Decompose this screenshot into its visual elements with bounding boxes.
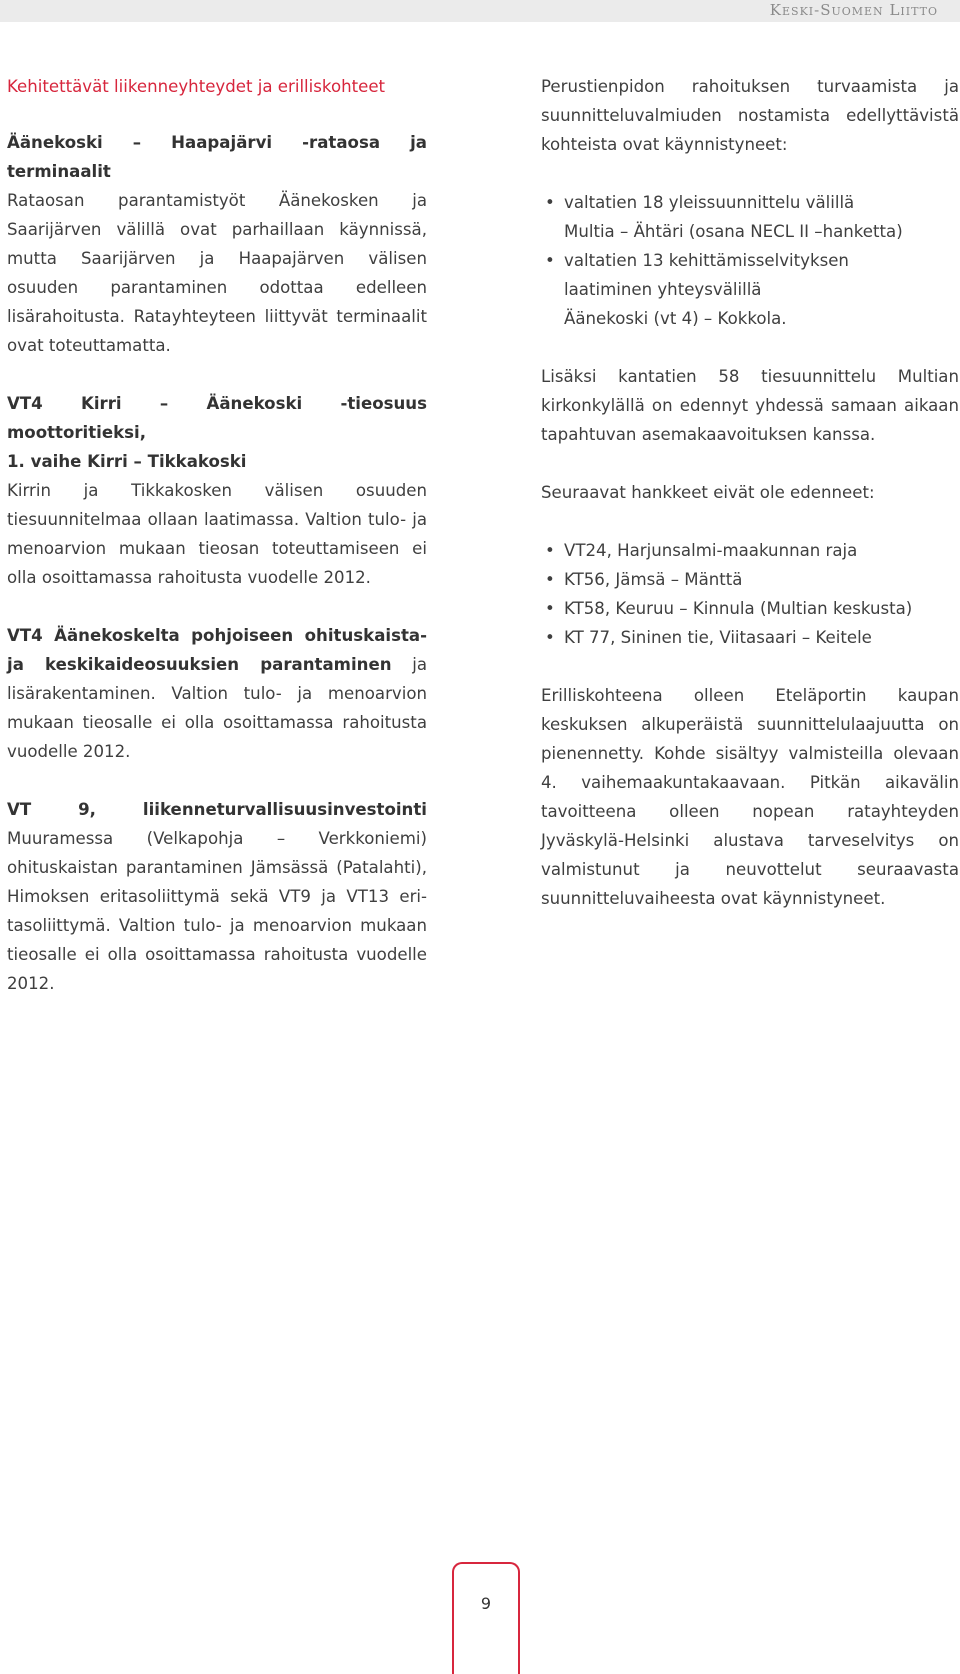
list-item-line: Äänekoski (vt 4) – Kokkola.: [564, 309, 787, 328]
list-item: [541, 536, 959, 565]
list-item-text: KT 77, Sininen tie, Viitasaari – Keitele: [564, 628, 872, 647]
list-item-line: valtatien 18 yleissuunnittelu välillä: [564, 193, 855, 212]
bullet-icon: •: [545, 541, 555, 560]
vt4-heading-2: 1. vaihe Kirri – Tikkakoski: [7, 452, 247, 471]
list-item: [541, 594, 959, 623]
list-item-line: valtatien 13 kehittämisselvityksen: [564, 251, 849, 270]
bullet-icon: •: [545, 251, 555, 270]
vt4-heading-1: VT4 Kirri – Äänekoski -tieosuus moottoritieksi,: [7, 394, 427, 442]
bullet-icon: •: [545, 599, 555, 618]
vt4-text: Kirrin ja Tikkakosken välisen osuuden tiesuunnitelmaa ollaan laatimassa. Valtion tulo- ja menoarvion mukaan tieosan toteuttamiseen ei olla osoittamassa rahoitusta vuodelle 2012.: [7, 481, 427, 587]
bullet-icon: •: [545, 193, 555, 212]
page-number-tab: [452, 1562, 520, 1674]
vt4-overtaking-text: ja lisärakentaminen. Valtion tulo- ja menoarvion mukaan tieosalle ei olla osoittamassa rahoitusta vuodelle 2012.: [7, 655, 427, 761]
list-item-line: Multia – Ähtäri (osana NECL II –hanketta): [564, 222, 903, 241]
started-projects-list: [541, 188, 959, 333]
paragraph-vt4-motorway: [7, 389, 427, 592]
list-item-text: KT56, Jämsä – Mänttä: [564, 570, 743, 589]
vt4-overtaking-heading: VT4 Äänekoskelta pohjoiseen ohituskaista- ja keskikaideosuuksien parantaminen: [7, 626, 427, 674]
list-item: [541, 565, 959, 594]
list-item-line: laatiminen yhteysvälillä: [564, 280, 762, 299]
paragraph-special-projects: Erilliskohteena olleen Eteläportin kaupan keskuksen alkuperäistä suunnittelulaajuutta on pienennetty. Kohde sisältyy valmisteilla olevaan 4. vaihemaakuntakaavaan. Pitkän aikavälin tavoitteena olleen nopean ratayhteyden Jyväskylä-Helsinki alustava tarveselvitys on valmistunut ja neuvottelut seuraavasta suunnitteluvaiheesta ovat käynnistyneet.: [541, 686, 959, 908]
paragraph-kt58: Lisäksi kantatien 58 tiesuunnittelu Multian kirkonkylällä on edennyt yhdessä samaan aikaan tapahtuvan asemakaavoituksen kanssa.: [541, 367, 959, 444]
left-column: [7, 72, 427, 1027]
vt9-text: Muuramessa (Velkapohja – Verkkoniemi) ohituskaistan parantaminen Jämsässä (Patalahti), Himoksen eritasoliittymä sekä VT9 ja VT13 eri-tasoliittymä. Valtion tulo- ja menoarvion mukaan tieosalle ei olla osoittamassa rahoitusta vuodelle 2012.: [7, 829, 427, 993]
page-number: 9: [480, 1594, 492, 1613]
rail-heading: Äänekoski – Haapajärvi -rataosa ja terminaalit: [7, 133, 427, 181]
right-column: [541, 72, 959, 942]
paragraph-vt4-overtaking: [7, 621, 427, 766]
rail-text: Rataosan parantamistyöt Äänekosken ja Saarijärven välillä ovat parhaillaan käynnissä, mutta Saarijärven ja Haapajärven välisen osuuden parantaminen odottaa edelleen lisärahoitusta. Ratayhteyteen liittyvät terminaalit ovat toteuttamatta.: [7, 191, 427, 355]
organization-name: Keski-Suomen Liitto: [769, 1, 938, 19]
section-title: Kehitettävät liikenneyhteydet ja erilliskohteet: [7, 77, 386, 96]
list-item: [541, 246, 959, 333]
paragraph-not-progressed: Seuraavat hankkeet eivät ole edenneet:: [541, 483, 875, 502]
page-header: [0, 0, 960, 22]
stalled-projects-list: [541, 536, 959, 652]
vt9-heading: VT 9, liikenneturvallisuusinvestointi: [7, 800, 427, 819]
bullet-icon: •: [545, 628, 555, 647]
paragraph-vt9: [7, 795, 427, 998]
list-item: [541, 623, 959, 652]
paragraph-started: Perustienpidon rahoituksen turvaamista ja suunnitteluvalmiuden nostamista edellyttävistä kohteista ovat käynnistyneet:: [541, 77, 959, 154]
list-item-text: KT58, Keuruu – Kinnula (Multian keskusta): [564, 599, 913, 618]
bullet-icon: •: [545, 570, 555, 589]
list-item-text: VT24, Harjunsalmi-maakunnan raja: [564, 541, 858, 560]
paragraph-rail: [7, 128, 427, 360]
list-item: [541, 188, 959, 246]
